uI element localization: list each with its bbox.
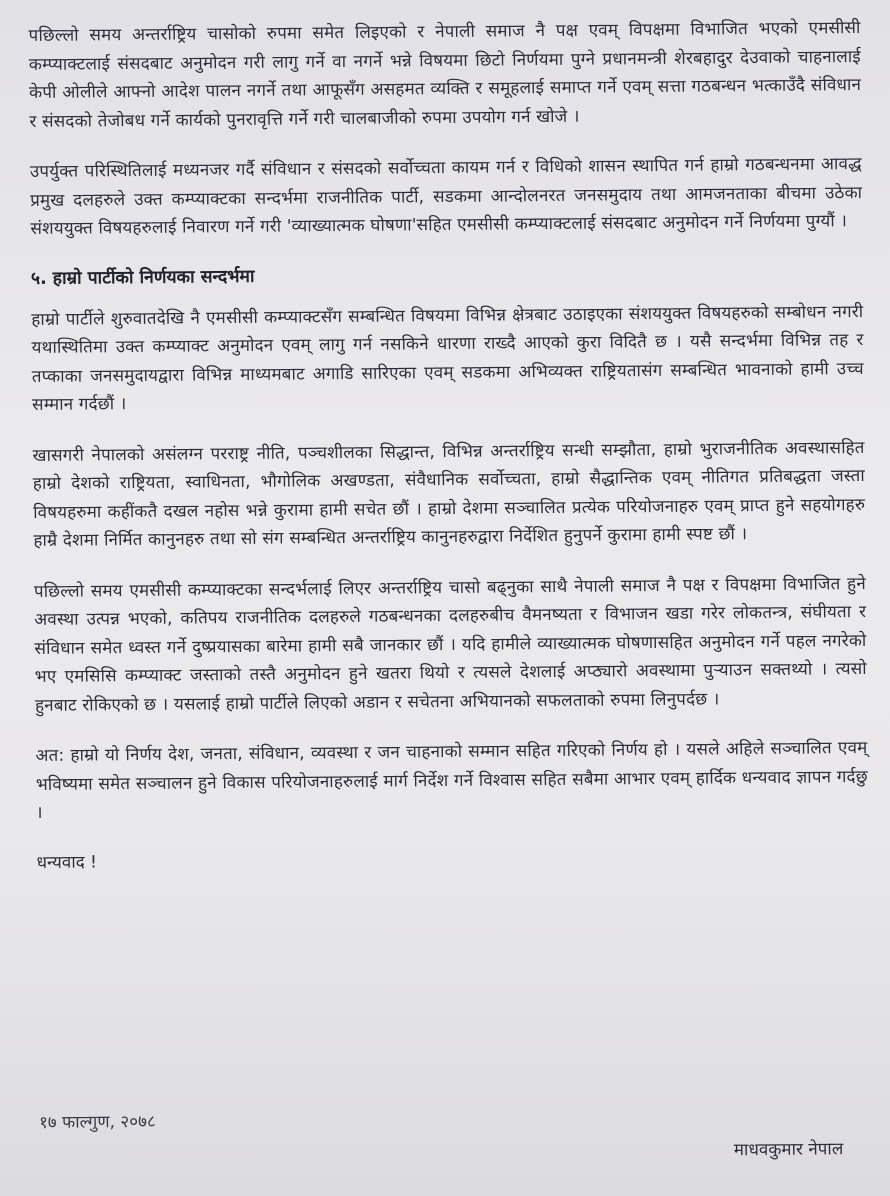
paragraph-interpretive-declaration: उपर्युक्त परिस्थितिलाई मध्यनजर गर्दै संविधान र संसदको सर्वोच्चता कायम गर्न र विधिको शासन स्थापित गर्न हाम्रो गठबन्धनमा आवद्ध प्रमुख दलहरुले उक्त कम्प्याक्टका सन्दर्भमा राजनीतिक पार्टी, सडकमा आन्दोलनरत जनसमुदाय तथा आमजनताका बीचमा उठेका संशययुक्त विषयहरुलाई निवारण गर्ने गरी 'व्याख्यात्मक घोषणा'सहित एमसीसी कम्प्याक्टलाई संसदबाट अनुमोदन गर्ने निर्णयमा पुग्यौं । [29,154,863,240]
paragraph-mcc-background: पछिल्लो समय अन्तर्राष्ट्रिय चासोको रुपमा समेत लिइएको र नेपाली समाज नै पक्ष एवम् विपक्षमा विभाजित भएको एमसीसी कम्प्याक्टलाई संसदबाट अनुमोदन गरी लागु गर्ने वा नगर्ने भन्ने विषयमा छिटो निर्णयमा पुग्ने प्रधानमन्त्री शेरबहादुर देउवाको चाहनालाई केपी ओलीले आफ्नो आदेश पालन नगर्ने तथा आफूसँग असहमत व्यक्ति र समूहलाई समाप्त गर्ने एवम् सत्ता गठबन्धन भत्काउँदै संविधान र संसदको तेजोबध गर्ने कार्यको पुनरावृत्ति गर्ने गरी चालबाजीको रुपमा उपयोग गर्न खोजे । [28,18,862,132]
signatory-name: माधवकुमार नेपाल [733,1139,844,1161]
paragraph-conclusion: अत: हाम्रो यो निर्णय देश, जनता, संविधान, व्यवस्था र जन चाहनाको सम्मान सहित गरिएको निर्णय हो । यसले अहिले सञ्चालित एवम् भविष्यमा समेत सञ्चालन हुने विकास परियोजनाहरुलाई मार्ग निर्देश गर्ने विश्वास सहित सबैमा आभार एवम् हार्दिक धन्यवाद ज्ञापन गर्दछु । [35,738,868,823]
letter-page [28,14,871,1182]
paragraph-party-stance: हाम्रो पार्टीले शुरुवातदेखि नै एमसीसी कम्प्याक्टसँग सम्बन्धित विषयमा विभिन्न क्षेत्रबाट उठाइएका संशययुक्त विषयहरुको सम्बोधन नगरी यथास्थितिमा उक्त कम्प्याक्ट अनुमोदन एवम् लागु गर्न नसकिने धारणा राख्दै आएको कुरा विदितै छ । यसै सन्दर्भमा विभिन्न तह र तप्काका जनसमुदायद्वारा विभिन्न माध्यमबाट अगाडि सारिएका एवम् सडकमा अभिव्यक्त राष्ट्रियतासंग सम्बन्धित भावनाको हामी उच्च सम्मान गर्दछौं । [31,301,864,416]
paragraph-foreign-policy: खासगरी नेपालको असंलग्न परराष्ट्र नीति, पञ्चशीलका सिद्धान्त, विभिन्न अन्तर्राष्ट्रिय सन्धी सम्झौता, हाम्रो भुराजनीतिक अवस्थासहित हाम्रो देशको राष्ट्रियता, स्वाधिनता, भौगोलिक अखण्डता, संवैधानिक सर्वोच्चता, हाम्रो सैद्धान्तिक एवम् नीतिगत प्रतिबद्धता जस्ता विषयहरुमा कहींकतै दखल नहोस भन्ने कुरामा हामी सचेत छौं । हाम्रो देशमा सञ्चालित प्रत्येक परियोजनाहरु एवम् प्राप्त हुने सहयोगहरु हाम्रै देशमा निर्मित कानुनहरु तथा सो संग सम्बन्धित अन्तर्राष्ट्रिय कानुनहरुद्वारा निर्देशित हुनुपर्ने कुरामा हामी स्पष्ट छौं । [32,437,866,551]
closing-thanks: धन्यवाद ! [36,851,98,873]
section-heading: ५. हाम्रो पार्टीको निर्णयका सन्दर्भमा [30,266,255,289]
paragraph-mcc-context: पछिल्लो समय एमसीसी कम्प्याक्टका सन्दर्भलाई लिएर अन्तर्राष्ट्रिय चासो बढ्नुका साथै नेपाली समाज नै पक्ष र विपक्षमा विभाजित हुने अवस्था उत्पन्न भएको, कतिपय राजनीतिक दलहरुले गठबन्धनका दलहरुबीच वैमनष्यता र विभाजन खडा गरेर लोकतन्त्र, संघीयता र संविधान समेत ध्वस्त गर्ने दुष्प्रयासका बारेमा हामी सबै जानकार छौं । यदि हामीले व्याख्यात्मक घोषणासहित अनुमोदन गर्ने पहल नगरेको भए एमसिसि कम्प्याक्ट जस्ताको तस्तै अनुमोदन हुने खतरा थियो र त्यसले देशलाई अप्ठ्यारो अवस्थामा पुर्‍याउन सक्तथ्यो । त्यसो हुनबाट रोकिएको छ । यसलाई हाम्रो पार्टीले लिएको अडान र सचेतना अभियानको सफलताको रुपमा लिनुपर्दछ । [33,573,867,716]
letter-date: १७ फाल्गुण, २०७८ [38,1111,156,1133]
